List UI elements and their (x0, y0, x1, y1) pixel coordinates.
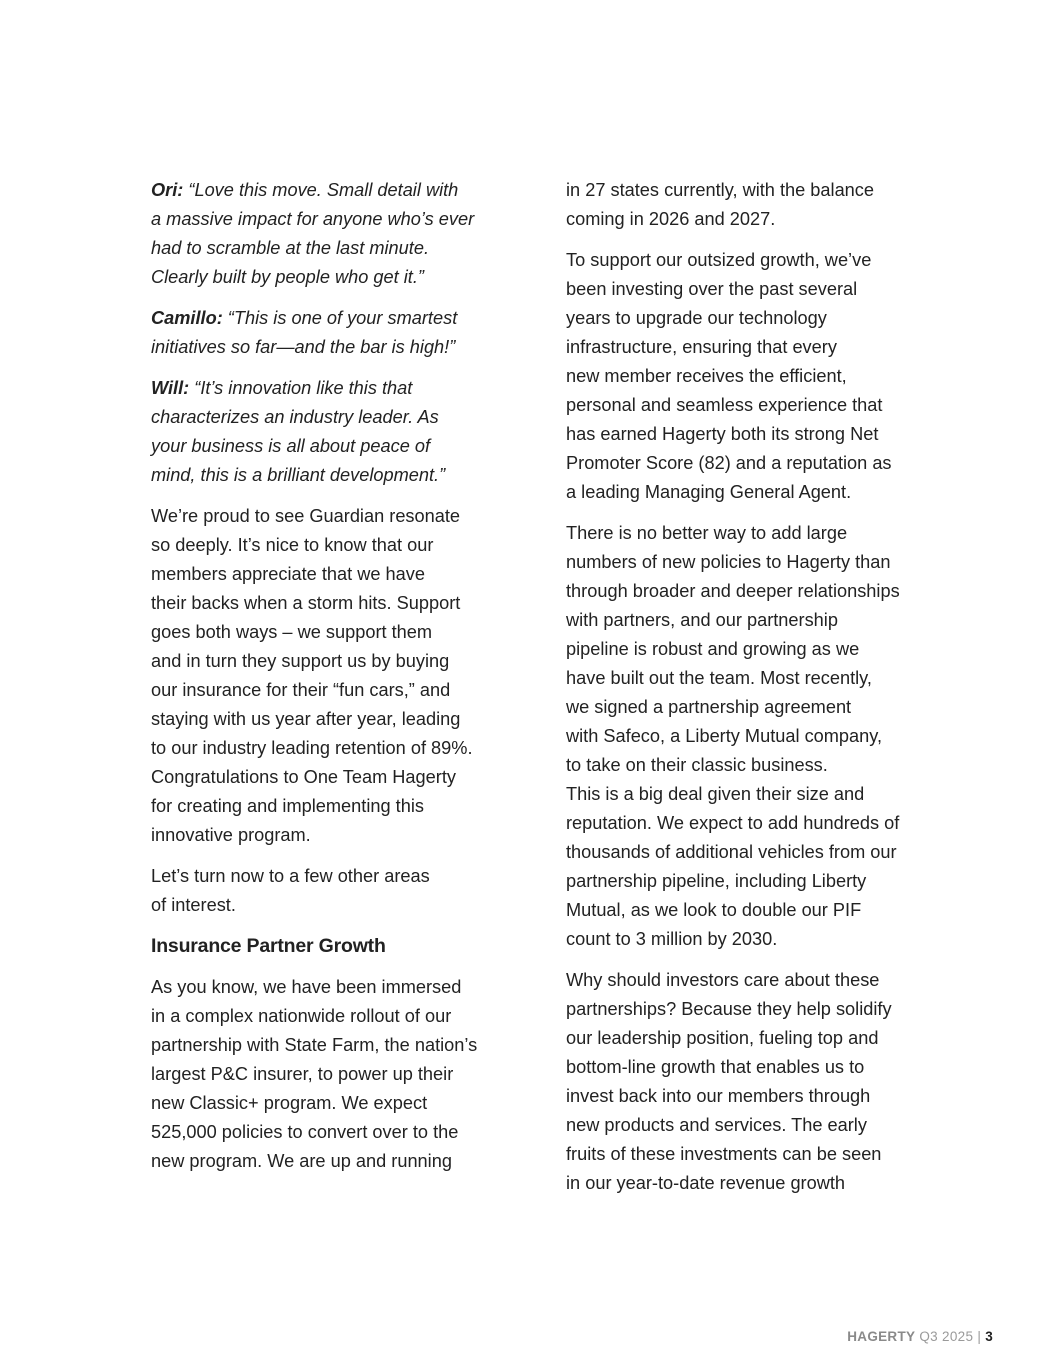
text-line: our leadership position, fueling top and (566, 1028, 879, 1048)
text-line: have built out the team. Most recently, (566, 668, 872, 688)
text-line: through broader and deeper relationships (566, 581, 900, 601)
text-line: largest P&C insurer, to power up their (151, 1064, 454, 1084)
text-line: new program. We are up and running (151, 1151, 452, 1171)
quote-line: your business is all about peace of (151, 436, 431, 456)
text-line: so deeply. It’s nice to know that our (151, 535, 434, 555)
left-column (151, 176, 503, 1188)
paragraph-turn (151, 862, 503, 920)
text-line: count to 3 million by 2030. (566, 929, 778, 949)
text-line: been investing over the past several (566, 279, 858, 299)
quote-line: “Love this move. Small detail with (183, 180, 459, 200)
text-line: new Classic+ program. We expect (151, 1093, 428, 1113)
text-line: in a complex nationwide rollout of our (151, 1006, 452, 1026)
text-line: has earned Hagerty both its strong Net (566, 424, 879, 444)
quote-line: characterizes an industry leader. As (151, 407, 439, 427)
text-line: coming in 2026 and 2027. (566, 209, 776, 229)
text-line: Promoter Score (82) and a reputation as (566, 453, 892, 473)
text-line: and in turn they support us by buying (151, 651, 450, 671)
quote-ori (151, 176, 503, 292)
text-line: Let’s turn now to a few other areas (151, 866, 430, 886)
text-line: There is no better way to add large (566, 523, 848, 543)
quote-line: a massive impact for anyone who’s ever (151, 209, 475, 229)
quote-line: “It’s innovation like this that (189, 378, 413, 398)
text-line: our insurance for their “fun cars,” and (151, 680, 451, 700)
paragraph-statefarm (151, 973, 503, 1176)
footer-separator: | (977, 1329, 982, 1344)
text-line: for creating and implementing this (151, 796, 424, 816)
text-line: to take on their classic business. (566, 755, 828, 775)
speaker-will: Will: (151, 378, 190, 398)
text-line: Congratulations to One Team Hagerty (151, 767, 456, 787)
paragraph-growth (566, 246, 918, 507)
quote-line: had to scramble at the last minute. (151, 238, 430, 258)
paragraph-partners (566, 519, 918, 954)
text-line: As you know, we have been immersed (151, 977, 462, 997)
text-line: invest back into our members through (566, 1086, 871, 1106)
right-column (566, 176, 918, 1210)
text-line: To support our outsized growth, we’ve (566, 250, 872, 270)
text-line: numbers of new policies to Hagerty than (566, 552, 891, 572)
text-line: members appreciate that we have (151, 564, 425, 584)
text-line: Mutual, as we look to double our PIF (566, 900, 862, 920)
quote-line: mind, this is a brilliant development.” (151, 465, 446, 485)
paragraph-states (566, 176, 918, 234)
text-line: new member receives the efficient, (566, 366, 847, 386)
text-line: with partners, and our partnership (566, 610, 838, 630)
text-line: years to upgrade our technology (566, 308, 827, 328)
footer-period: Q3 2025 (915, 1329, 978, 1344)
text-line: staying with us year after year, leading (151, 709, 461, 729)
section-heading: Insurance Partner Growth (151, 935, 386, 957)
speaker-ori: Ori: (151, 180, 184, 200)
footer-brand: HAGERTY (847, 1329, 916, 1344)
text-line: This is a big deal given their size and (566, 784, 865, 804)
text-line: partnership with State Farm, the nation’s (151, 1035, 478, 1055)
text-line: to our industry leading retention of 89%. (151, 738, 473, 758)
text-line: fruits of these investments can be seen (566, 1144, 882, 1164)
text-line: reputation. We expect to add hundreds of (566, 813, 900, 833)
text-line: bottom-line growth that enables us to (566, 1057, 865, 1077)
text-line: their backs when a storm hits. Support (151, 593, 461, 613)
page-footer (847, 1329, 993, 1344)
text-line: in our year-to-date revenue growth (566, 1173, 846, 1193)
paragraph-investors (566, 966, 918, 1198)
text-line: We’re proud to see Guardian resonate (151, 506, 461, 526)
text-line: pipeline is robust and growing as we (566, 639, 860, 659)
speaker-camillo: Camillo: (151, 308, 223, 328)
page-number: 3 (981, 1329, 993, 1344)
quote-line: “This is one of your smartest (222, 308, 458, 328)
text-line: 525,000 policies to convert over to the (151, 1122, 459, 1142)
text-line: new products and services. The early (566, 1115, 867, 1135)
quote-line: initiatives so far—and the bar is high!” (151, 337, 456, 357)
text-line: Why should investors care about these (566, 970, 880, 990)
quote-will (151, 374, 503, 490)
text-line: with Safeco, a Liberty Mutual company, (566, 726, 883, 746)
text-line: we signed a partnership agreement (566, 697, 852, 717)
text-line: partnership pipeline, including Liberty (566, 871, 867, 891)
text-line: of interest. (151, 895, 236, 915)
text-line: in 27 states currently, with the balance (566, 180, 875, 200)
paragraph-guardian (151, 502, 503, 850)
text-line: personal and seamless experience that (566, 395, 883, 415)
text-line: partnerships? Because they help solidify (566, 999, 892, 1019)
text-line: infrastructure, ensuring that every (566, 337, 837, 357)
quote-line: Clearly built by people who get it.” (151, 267, 424, 287)
text-line: a leading Managing General Agent. (566, 482, 852, 502)
text-line: goes both ways – we support them (151, 622, 433, 642)
text-line: innovative program. (151, 825, 311, 845)
quote-camillo (151, 304, 503, 362)
text-line: thousands of additional vehicles from our (566, 842, 897, 862)
